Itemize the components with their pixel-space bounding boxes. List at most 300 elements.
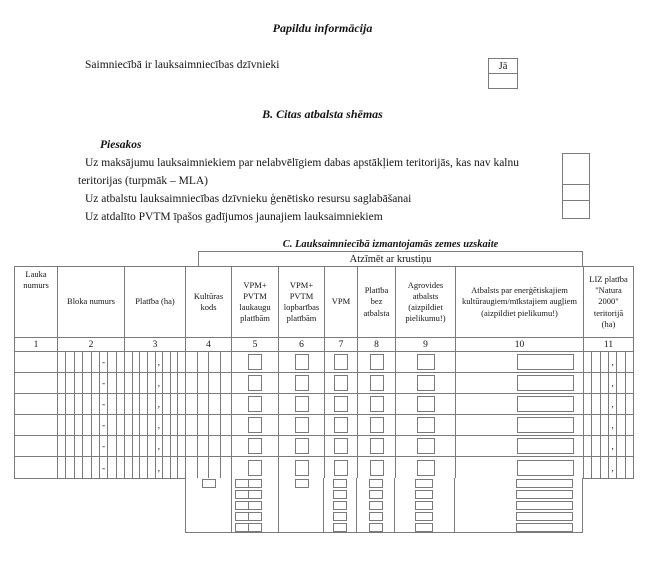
- checkbox-cell-col7[interactable]: [334, 396, 348, 412]
- ext-row: [357, 500, 394, 511]
- entry-box-col10[interactable]: [517, 438, 574, 454]
- digit-box[interactable]: [617, 457, 625, 478]
- digit-box[interactable]: [66, 394, 74, 414]
- digit-box[interactable]: [584, 394, 592, 414]
- data-cell-col5: [232, 373, 279, 393]
- ext-row: [395, 511, 454, 522]
- ext-row: [279, 511, 324, 522]
- digit-box[interactable]: [140, 373, 148, 393]
- digit-box[interactable]: [148, 457, 156, 478]
- digit-box[interactable]: [626, 352, 633, 372]
- table-data-row: [15, 373, 633, 394]
- checkbox-cell-col9[interactable]: [417, 375, 435, 391]
- ext-checkbox-col5[interactable]: [235, 512, 249, 521]
- separator-cell: ,: [156, 394, 164, 414]
- digit-box[interactable]: [584, 373, 592, 393]
- data-cell-col8: [358, 415, 396, 435]
- digit-box[interactable]: [58, 415, 66, 435]
- digit-box[interactable]: [66, 436, 74, 456]
- checkbox-cell-col9[interactable]: [417, 460, 435, 476]
- digit-box[interactable]: [209, 457, 221, 478]
- checkbox-cell-col9[interactable]: [417, 354, 435, 370]
- col-number-1: 1: [15, 338, 58, 351]
- digit-box[interactable]: [186, 436, 198, 456]
- col-header-10: [456, 267, 584, 337]
- digit-box[interactable]: [133, 394, 141, 414]
- checkbox-cell-col8[interactable]: [370, 375, 384, 391]
- ext-row: [232, 500, 278, 511]
- digit-box[interactable]: [148, 373, 156, 393]
- digit-box[interactable]: [626, 457, 633, 478]
- digit-box[interactable]: [83, 352, 91, 372]
- separator-cell: ,: [156, 373, 164, 393]
- digit-box[interactable]: [198, 457, 210, 478]
- digit-box[interactable]: [125, 436, 133, 456]
- digit-box[interactable]: [617, 436, 625, 456]
- digit-box[interactable]: [58, 394, 66, 414]
- digit-box[interactable]: [108, 352, 116, 372]
- ext-checkbox-col7[interactable]: [333, 501, 347, 510]
- digit-box[interactable]: [140, 457, 148, 478]
- ext-entry-box-col10[interactable]: [516, 512, 573, 521]
- ext-checkbox-col5[interactable]: [248, 490, 262, 499]
- digit-box[interactable]: [163, 394, 171, 414]
- col-number-6: 6: [279, 338, 325, 351]
- col-header-label-11: LIZ platība "Natura 2000" teritorijā (ha): [589, 274, 628, 329]
- ext-checkbox-col9[interactable]: [415, 479, 433, 488]
- digit-box[interactable]: [108, 436, 116, 456]
- digit-box[interactable]: [66, 352, 74, 372]
- data-cell-col5: [232, 457, 279, 478]
- ext-entry-box-col10[interactable]: [516, 501, 573, 510]
- digit-box[interactable]: [148, 352, 156, 372]
- ext-checkbox-col7[interactable]: [333, 512, 347, 521]
- field-number-cell[interactable]: [15, 457, 58, 478]
- ext-row: [395, 522, 454, 533]
- section-a-title: Papildu informācija: [272, 21, 373, 35]
- digit-comb-col4: [186, 436, 231, 456]
- data-cell-col4: [186, 415, 232, 435]
- digit-box[interactable]: [117, 373, 124, 393]
- ext-checkbox-col9[interactable]: [415, 490, 433, 499]
- digit-box[interactable]: [592, 415, 600, 435]
- checkbox-cell-col9[interactable]: [417, 396, 435, 412]
- data-cell-col7: [325, 436, 358, 456]
- data-cell-col2: [58, 457, 125, 478]
- data-cell-col7: [325, 373, 358, 393]
- digit-box[interactable]: [601, 415, 609, 435]
- digit-box[interactable]: [58, 436, 66, 456]
- ext-entry-box-col10[interactable]: [516, 490, 573, 499]
- digit-box[interactable]: [592, 352, 600, 372]
- digit-box[interactable]: [601, 373, 609, 393]
- digit-box[interactable]: [148, 415, 156, 435]
- digit-box[interactable]: [601, 436, 609, 456]
- ext-checkbox-col8[interactable]: [369, 501, 383, 510]
- checkbox-cell-col7[interactable]: [334, 375, 348, 391]
- digit-box[interactable]: [171, 394, 179, 414]
- digit-comb-col2: [58, 415, 124, 435]
- digit-box[interactable]: [617, 352, 625, 372]
- digit-box[interactable]: [108, 457, 116, 478]
- ext-row: [232, 511, 278, 522]
- digit-box[interactable]: [186, 415, 198, 435]
- checkbox-cell-col6[interactable]: [295, 375, 309, 391]
- data-cell-col6: [279, 373, 325, 393]
- digit-box[interactable]: [626, 373, 633, 393]
- digit-comb-col4: [186, 394, 231, 414]
- digit-box[interactable]: [133, 415, 141, 435]
- digit-box[interactable]: [92, 373, 100, 393]
- ext-checkbox-col7[interactable]: [333, 479, 347, 488]
- digit-box[interactable]: [133, 352, 141, 372]
- b-checkbox-mla[interactable]: [562, 153, 590, 185]
- digit-box[interactable]: [178, 394, 185, 414]
- ext-checkbox-col7[interactable]: [333, 490, 347, 499]
- digit-box[interactable]: [178, 436, 185, 456]
- data-cell-col2: [58, 394, 125, 414]
- digit-box[interactable]: [58, 457, 66, 478]
- b-item-pvtm-young-farmers-label: Uz atdalīto PVTM īpašos gadījumos jaunajiem lauksaimniekiem: [85, 211, 383, 223]
- digit-box[interactable]: [92, 352, 100, 372]
- col-header-9: [396, 267, 456, 337]
- digit-box[interactable]: [209, 373, 221, 393]
- b-checkbox-genetic-resources[interactable]: [562, 184, 590, 201]
- checkbox-cell-col6[interactable]: [295, 354, 309, 370]
- column-number-row: [15, 338, 633, 352]
- entry-box-col10[interactable]: [517, 417, 574, 433]
- checkbox-cell-col7[interactable]: [334, 460, 348, 476]
- digit-box[interactable]: [75, 352, 83, 372]
- digit-box[interactable]: [75, 394, 83, 414]
- ext-checkbox-col4[interactable]: [202, 479, 216, 488]
- col-header-7: [325, 267, 358, 337]
- digit-box[interactable]: [617, 394, 625, 414]
- ext-col-8: [357, 478, 395, 532]
- digit-box[interactable]: [198, 394, 210, 414]
- digit-box[interactable]: [140, 394, 148, 414]
- digit-box[interactable]: [178, 352, 185, 372]
- col-number-2: 2: [58, 338, 125, 351]
- digit-box[interactable]: [117, 436, 124, 456]
- digit-box[interactable]: [186, 373, 198, 393]
- digit-box[interactable]: [125, 457, 133, 478]
- ext-row: [324, 489, 356, 500]
- checkbox-cell-col6[interactable]: [295, 438, 309, 454]
- digit-box[interactable]: [178, 373, 185, 393]
- digit-box[interactable]: [108, 415, 116, 435]
- digit-box[interactable]: [140, 415, 148, 435]
- digit-box[interactable]: [617, 373, 625, 393]
- ext-checkbox-col9[interactable]: [415, 523, 433, 532]
- ext-checkbox-col5[interactable]: [248, 501, 262, 510]
- checkbox-cell-col8[interactable]: [370, 396, 384, 412]
- ext-checkbox-col9[interactable]: [415, 501, 433, 510]
- checkbox-cell-col5[interactable]: [248, 438, 262, 454]
- digit-box[interactable]: [117, 352, 124, 372]
- digit-box[interactable]: [171, 457, 179, 478]
- separator-cell: ,: [156, 352, 164, 372]
- checkbox-cell-col5[interactable]: [248, 354, 262, 370]
- digit-box[interactable]: [592, 373, 600, 393]
- digit-box[interactable]: [117, 457, 124, 478]
- digit-box[interactable]: [92, 436, 100, 456]
- digit-box[interactable]: [133, 373, 141, 393]
- data-cell-col3: [125, 436, 186, 456]
- entry-box-col10[interactable]: [517, 460, 574, 476]
- b-item-mla-label: Uz maksājumu lauksaimniekiem par nelabvēlīgiem dabas apstākļiem teritorijās, kas nav kalnu teritorijas (turpmāk – MLA): [78, 157, 519, 187]
- checkbox-cell-col7[interactable]: [334, 354, 348, 370]
- digit-box[interactable]: [198, 373, 210, 393]
- digit-box[interactable]: [75, 457, 83, 478]
- digit-box[interactable]: [592, 457, 600, 478]
- digit-comb-col3: [125, 373, 185, 393]
- digit-box[interactable]: [108, 394, 116, 414]
- digit-box[interactable]: [148, 436, 156, 456]
- digit-box[interactable]: [83, 436, 91, 456]
- digit-box[interactable]: [198, 436, 210, 456]
- digit-box[interactable]: [163, 373, 171, 393]
- checkbox-cell-col9[interactable]: [417, 438, 435, 454]
- digit-box[interactable]: [140, 436, 148, 456]
- digit-box[interactable]: [209, 352, 221, 372]
- field-number-cell[interactable]: [15, 352, 58, 372]
- data-cell-col2: [58, 352, 125, 372]
- data-cell-col7: [325, 352, 358, 372]
- col-header-label-1: Lauka numurs: [23, 269, 49, 291]
- checkbox-cell-col5[interactable]: [248, 460, 262, 476]
- checkbox-cell-col6[interactable]: [295, 396, 309, 412]
- ext-checkbox-col5[interactable]: [235, 479, 249, 488]
- digit-box[interactable]: [186, 352, 198, 372]
- digit-box[interactable]: [221, 436, 232, 456]
- digit-box[interactable]: [584, 436, 592, 456]
- table-data-row: [15, 415, 633, 436]
- digit-box[interactable]: [163, 415, 171, 435]
- field-number-cell[interactable]: [15, 415, 58, 435]
- col-number-11: 11: [603, 339, 614, 350]
- ext-checkbox-col5[interactable]: [235, 523, 249, 532]
- livestock-empty-cell[interactable]: [488, 73, 518, 89]
- digit-box[interactable]: [626, 394, 633, 414]
- digit-box[interactable]: [58, 373, 66, 393]
- digit-comb-col4: [186, 373, 231, 393]
- digit-box[interactable]: [601, 352, 609, 372]
- separator-cell: -: [100, 457, 108, 478]
- ext-col-5: [232, 478, 279, 532]
- digit-box[interactable]: [163, 352, 171, 372]
- col-header-label-5: VPM+ PVTM laukaugu platībām: [239, 279, 271, 324]
- digit-box[interactable]: [198, 415, 210, 435]
- digit-box[interactable]: [601, 394, 609, 414]
- digit-box[interactable]: [186, 457, 198, 478]
- digit-box[interactable]: [178, 457, 185, 478]
- digit-box[interactable]: [75, 436, 83, 456]
- b-checkbox-pvtm-young-farmers[interactable]: [562, 200, 590, 219]
- table-data-row: [15, 457, 633, 478]
- ext-checkbox-col8[interactable]: [369, 512, 383, 521]
- separator-cell: -: [100, 352, 108, 372]
- data-cell-col2: [58, 415, 125, 435]
- ext-entry-box-col10[interactable]: [516, 523, 573, 532]
- cross-mark-header-label: Atzīmēt ar krustiņu: [349, 253, 432, 265]
- ext-checkbox-col9[interactable]: [415, 512, 433, 521]
- checkbox-cell-col6[interactable]: [295, 460, 309, 476]
- data-cell-col8: [358, 373, 396, 393]
- land-use-table: [14, 266, 634, 479]
- checkbox-cell-col7[interactable]: [334, 417, 348, 433]
- checkbox-cell-col5[interactable]: [248, 375, 262, 391]
- digit-box[interactable]: [163, 457, 171, 478]
- entry-box-col10[interactable]: [517, 375, 574, 391]
- ext-col-6: [279, 478, 325, 532]
- entry-box-col10[interactable]: [517, 354, 574, 370]
- section-c-title: C. Lauksaimniecībā izmantojamās zemes uzskaite: [282, 239, 499, 250]
- checkbox-cell-col8[interactable]: [370, 438, 384, 454]
- separator-cell: ,: [609, 373, 617, 393]
- data-cell-col5: [232, 352, 279, 372]
- digit-box[interactable]: [83, 457, 91, 478]
- digit-box[interactable]: [221, 394, 232, 414]
- digit-box[interactable]: [75, 415, 83, 435]
- data-cell-col9: [396, 373, 456, 393]
- digit-box[interactable]: [626, 436, 633, 456]
- ext-checkbox-col5[interactable]: [235, 490, 249, 499]
- digit-box[interactable]: [92, 394, 100, 414]
- separator-cell: -: [100, 436, 108, 456]
- digit-box[interactable]: [171, 352, 179, 372]
- ext-col-7: [324, 478, 357, 532]
- col-header-label-4: Kultūras kods: [193, 290, 224, 312]
- checkbox-cell-col6[interactable]: [295, 417, 309, 433]
- data-cell-col6: [279, 352, 325, 372]
- digit-box[interactable]: [178, 415, 185, 435]
- checkbox-cell-col8[interactable]: [370, 417, 384, 433]
- digit-box[interactable]: [125, 352, 133, 372]
- field-number-cell[interactable]: [15, 373, 58, 393]
- ext-checkbox-col8[interactable]: [369, 490, 383, 499]
- data-cell-col6: [279, 394, 325, 414]
- digit-box[interactable]: [209, 436, 221, 456]
- digit-comb-col4: [186, 457, 231, 478]
- col-header-label-7: VPM: [331, 296, 351, 307]
- digit-box[interactable]: [601, 457, 609, 478]
- digit-box[interactable]: [125, 394, 133, 414]
- digit-box[interactable]: [584, 352, 592, 372]
- data-cell-col10: [456, 394, 584, 414]
- digit-box[interactable]: [66, 373, 74, 393]
- digit-box[interactable]: [133, 457, 141, 478]
- digit-box[interactable]: [592, 394, 600, 414]
- data-cell-col3: [125, 394, 186, 414]
- ext-checkbox-col8[interactable]: [369, 523, 383, 532]
- ext-checkbox-col6[interactable]: [295, 479, 309, 488]
- data-cell-col9: [396, 352, 456, 372]
- ext-checkbox-col8[interactable]: [369, 479, 383, 488]
- digit-box[interactable]: [66, 457, 74, 478]
- digit-box[interactable]: [221, 352, 232, 372]
- digit-box[interactable]: [186, 394, 198, 414]
- digit-box[interactable]: [171, 415, 179, 435]
- digit-box[interactable]: [83, 373, 91, 393]
- digit-box[interactable]: [117, 415, 124, 435]
- checkbox-cell-col8[interactable]: [370, 460, 384, 476]
- digit-box[interactable]: [58, 352, 66, 372]
- digit-box[interactable]: [117, 394, 124, 414]
- digit-box[interactable]: [140, 352, 148, 372]
- digit-box[interactable]: [125, 415, 133, 435]
- data-cell-col4: [186, 457, 232, 478]
- digit-box[interactable]: [584, 457, 592, 478]
- checkbox-cell-col9[interactable]: [417, 417, 435, 433]
- digit-box[interactable]: [83, 415, 91, 435]
- digit-box[interactable]: [108, 373, 116, 393]
- checkbox-cell-col8[interactable]: [370, 354, 384, 370]
- checkbox-cell-col7[interactable]: [334, 438, 348, 454]
- separator-cell: ,: [609, 415, 617, 435]
- entry-box-col10[interactable]: [517, 396, 574, 412]
- ext-row: [324, 511, 356, 522]
- data-cell-col4: [186, 352, 232, 372]
- digit-box[interactable]: [148, 394, 156, 414]
- digit-box[interactable]: [221, 373, 232, 393]
- data-cell-col6: [279, 457, 325, 478]
- piesakos-label: Piesakos: [100, 139, 142, 151]
- digit-box[interactable]: [209, 415, 221, 435]
- ext-row: [324, 500, 356, 511]
- digit-box[interactable]: [83, 394, 91, 414]
- data-cell-col9: [396, 394, 456, 414]
- ext-checkbox-col5[interactable]: [248, 479, 262, 488]
- digit-box[interactable]: [163, 436, 171, 456]
- checkbox-cell-col5[interactable]: [248, 396, 262, 412]
- ext-row: [186, 489, 231, 500]
- ext-checkbox-col5[interactable]: [248, 512, 262, 521]
- digit-comb-col2: [58, 436, 124, 456]
- checkbox-cell-col5[interactable]: [248, 417, 262, 433]
- digit-box[interactable]: [66, 415, 74, 435]
- digit-box[interactable]: [221, 415, 232, 435]
- digit-box[interactable]: [584, 415, 592, 435]
- data-cell-col3: [125, 415, 186, 435]
- digit-box[interactable]: [592, 436, 600, 456]
- digit-box[interactable]: [92, 457, 100, 478]
- field-number-cell[interactable]: [15, 436, 58, 456]
- digit-box[interactable]: [198, 352, 210, 372]
- digit-box[interactable]: [209, 394, 221, 414]
- table-header-row: [15, 267, 633, 338]
- digit-box[interactable]: [617, 415, 625, 435]
- ext-entry-box-col10[interactable]: [516, 479, 573, 488]
- ext-checkbox-col7[interactable]: [333, 523, 347, 532]
- ext-checkbox-col5[interactable]: [235, 501, 249, 510]
- digit-box[interactable]: [133, 436, 141, 456]
- livestock-question-label: Saimniecībā ir lauksaimniecības dzīvnieki: [85, 59, 280, 71]
- data-cell-col7: [325, 415, 358, 435]
- livestock-yes-cell[interactable]: Jā: [488, 58, 518, 74]
- digit-box[interactable]: [171, 373, 179, 393]
- ext-checkbox-col5[interactable]: [248, 523, 262, 532]
- digit-box[interactable]: [221, 457, 232, 478]
- digit-box[interactable]: [92, 415, 100, 435]
- digit-box[interactable]: [171, 436, 179, 456]
- field-number-cell[interactable]: [15, 394, 58, 414]
- digit-box[interactable]: [125, 373, 133, 393]
- data-cell-col3: [125, 352, 186, 372]
- digit-box[interactable]: [75, 373, 83, 393]
- digit-box[interactable]: [626, 415, 633, 435]
- col-header-label-8: Platība bez atbalsta: [363, 285, 390, 318]
